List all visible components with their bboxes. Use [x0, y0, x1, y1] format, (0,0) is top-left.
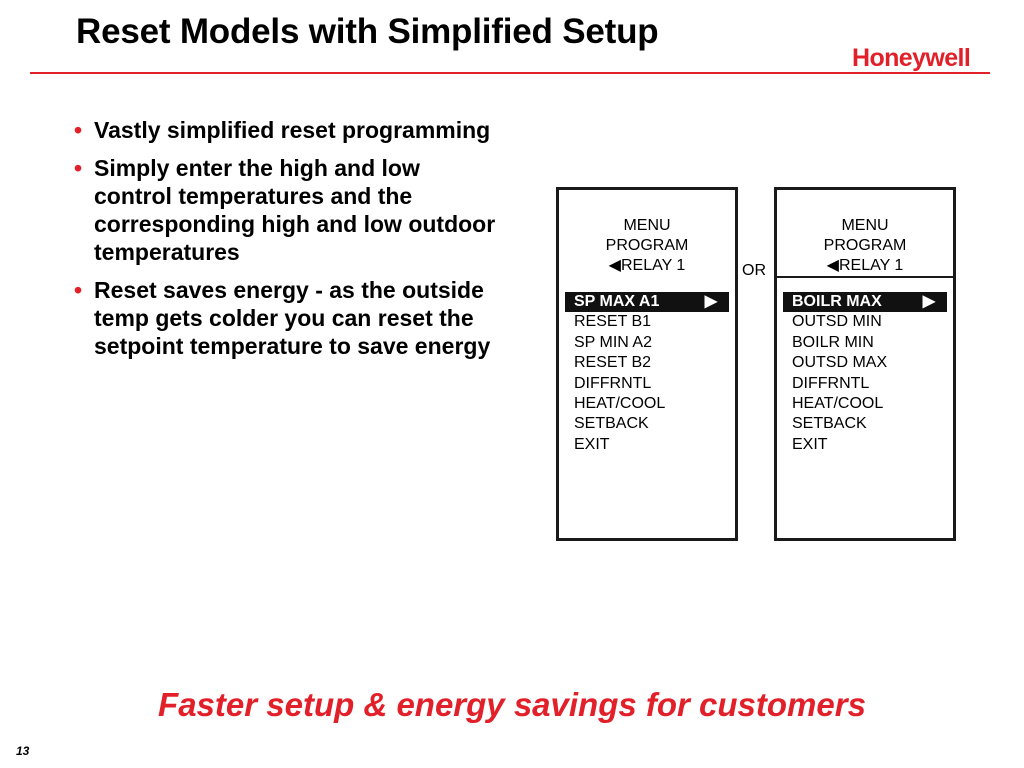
slide-title: Reset Models with Simplified Setup — [76, 12, 659, 51]
honeywell-logo: Honeywell — [852, 44, 971, 72]
title-divider — [30, 72, 990, 74]
page-number: 13 — [16, 744, 30, 758]
menu-item-selected[interactable] — [565, 292, 729, 312]
menu-display-panel-1 — [556, 187, 738, 541]
menu-item[interactable]: DIFFRNTL — [792, 374, 870, 392]
menu-items — [565, 292, 729, 455]
menu-item[interactable]: EXIT — [792, 435, 828, 453]
menu-item[interactable]: EXIT — [574, 435, 610, 453]
menu-item[interactable]: OUTSD MAX — [792, 354, 888, 372]
bullet-dot-icon: • — [74, 277, 83, 303]
menu-divider — [777, 276, 953, 278]
menu-item[interactable]: SETBACK — [574, 415, 649, 433]
menu-items — [783, 292, 947, 455]
menu-header-line: MENU — [841, 217, 889, 234]
menu-item[interactable]: SETBACK — [792, 415, 867, 433]
menu-item[interactable]: HEAT/COOL — [792, 395, 884, 413]
menu-item-selected[interactable] — [783, 292, 947, 312]
menu-header — [777, 216, 953, 276]
menu-item[interactable]: OUTSD MIN — [792, 313, 882, 331]
menu-display-panel-2 — [774, 187, 956, 541]
bullet-list — [74, 116, 504, 370]
bullet-text: Vastly simplified reset programming — [94, 117, 491, 143]
menu-header-line: MENU — [623, 217, 671, 234]
menu-header-line: PROGRAM — [605, 237, 689, 254]
bullet-item — [74, 154, 504, 266]
menu-item[interactable]: HEAT/COOL — [574, 395, 666, 413]
bullet-dot-icon: • — [74, 155, 83, 181]
menu-header-line: ◀RELAY 1 — [826, 257, 904, 274]
or-label: OR — [742, 262, 766, 279]
menu-header-line: ◀RELAY 1 — [608, 257, 686, 274]
menu-item[interactable]: BOILR MIN — [792, 333, 874, 351]
bullet-item — [74, 276, 504, 360]
menu-item-label: SP MAX A1 — [574, 293, 660, 310]
bullet-text: Reset saves energy - as the outside temp gets colder you can reset the setpoint temperature to save energy — [94, 277, 491, 359]
menu-item-label: BOILR MAX — [792, 293, 882, 310]
bullet-item — [74, 116, 504, 144]
arrow-right-icon: ▶ — [704, 293, 717, 310]
menu-item[interactable]: DIFFRNTL — [574, 374, 652, 392]
menu-item[interactable]: RESET B1 — [574, 313, 652, 331]
menu-header — [559, 216, 735, 276]
arrow-right-icon: ▶ — [922, 293, 935, 310]
menu-item[interactable]: SP MIN A2 — [574, 333, 652, 351]
bullet-text: Simply enter the high and low control temperatures and the corresponding high and low outdoor temperatures — [94, 155, 496, 265]
menu-item[interactable]: RESET B2 — [574, 354, 652, 372]
bullet-dot-icon: • — [74, 117, 83, 143]
menu-header-line: PROGRAM — [823, 237, 907, 254]
tagline: Faster setup & energy savings for customers — [158, 686, 866, 723]
